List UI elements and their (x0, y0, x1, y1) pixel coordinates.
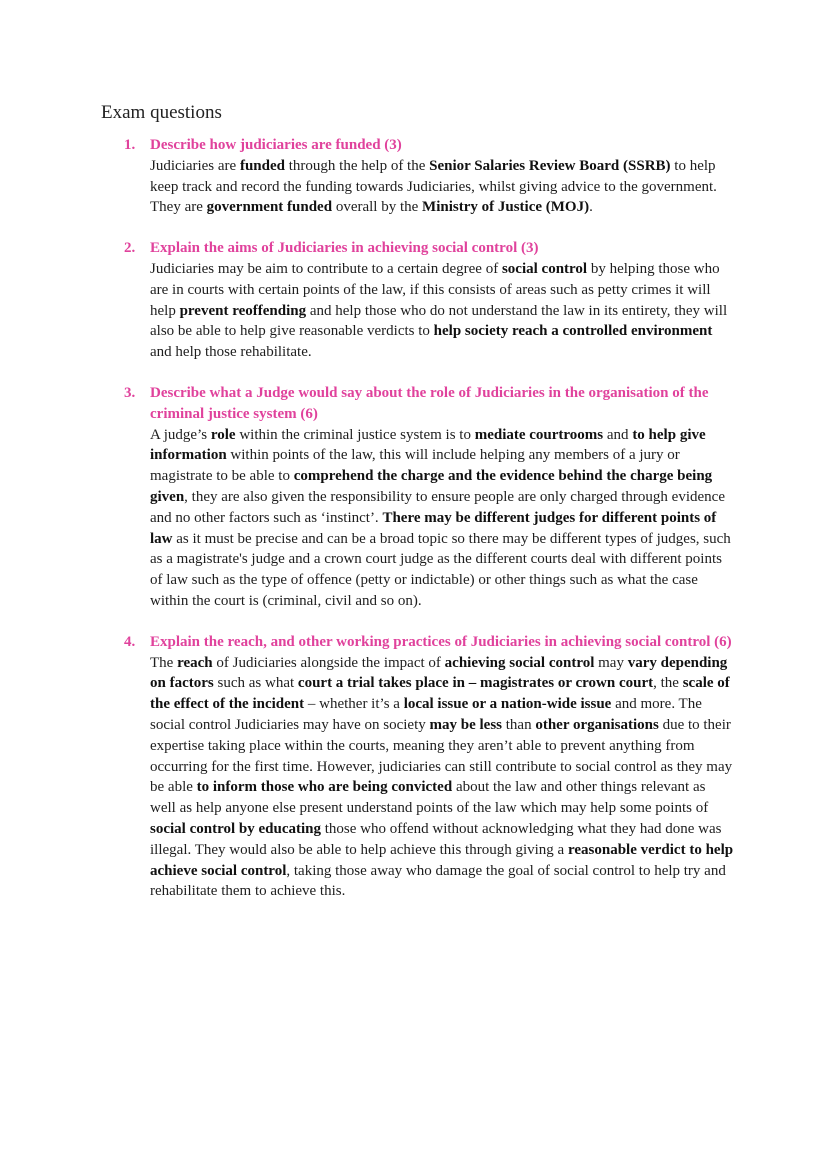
emphasis-text: Ministry of Justice (MOJ) (422, 199, 590, 216)
answer-text: than (502, 716, 536, 733)
emphasis-text: social control (501, 260, 588, 277)
emphasis-text: Senior Salaries Review Board (SSRB) (429, 157, 671, 174)
question-title: Describe how judiciaries are funded (3) (150, 137, 402, 153)
answer-text: – whether it’s a (304, 696, 404, 713)
answer-text: those who offend without acknowledging what they had done was illegal. They would also be able to help achieve this through giving a (150, 820, 722, 858)
answer-text: may (594, 654, 628, 671)
answer-text: Judiciaries may be aim to contribute to a certain degree of (150, 260, 502, 277)
emphasis-text: to inform those who are being convicted (196, 779, 453, 796)
answer-text: through the help of the (285, 157, 430, 174)
emphasis-text: reach (177, 654, 213, 671)
emphasis-text: to help give information (150, 426, 706, 464)
answer-text: about the law and other things relevant as well as help anyone else present understand points of the law which may help some points of (150, 779, 709, 817)
question-title: Explain the reach, and other working practices of Judiciaries in achieving social control (6) (150, 633, 732, 650)
answer-text: as it must be precise and can be a broad topic so there may be different types of judges, such as a magistrate's judge and a crown court judge as the different courts deal with different points of law such as the type of offence (petty or indictable) or other things such as what the case within the court is (criminal, civil and so on). (150, 530, 731, 609)
emphasis-text: mediate courtrooms (474, 426, 604, 443)
emphasis-text: reasonable verdict to help achieve social control (150, 841, 734, 879)
answer-text: , they are also given the responsibility to ensure people are only charged through evidence and no other factors such as ‘instinct’. (150, 488, 725, 526)
emphasis-text: prevent reoffending (179, 302, 307, 319)
answer-text: , taking those away who damage the goal of social control to help try and rehabilitate them to achieve this. (150, 862, 726, 900)
answer-text: due to their expertise taking place within the courts, meaning they aren’t able to prevent anything from occurring for the first time. However, judiciaries can still contribute to social control as they may be able (150, 716, 733, 796)
emphasis-text: vary depending on factors (150, 654, 728, 692)
emphasis-text: achieving social control (444, 654, 595, 671)
emphasis-text: There may be different judges for different points of law (150, 509, 717, 547)
answer-text: and help those rehabilitate. (150, 344, 312, 361)
question-title: Describe what a Judge would say about the role of Judiciaries in the organisation of the criminal justice system (6) (150, 384, 709, 422)
answer-text: A judge’s (150, 426, 211, 443)
question-number: 4. (124, 633, 136, 650)
page-title: Exam questions (101, 102, 222, 123)
answer-text: within points of the law, this will include helping any members of a jury or magistrate to be able to (150, 447, 680, 485)
emphasis-text: other organisations (535, 716, 659, 733)
emphasis-text: role (210, 426, 236, 443)
emphasis-text: local issue or a nation-wide issue (403, 696, 612, 713)
emphasis-text: social control by educating (150, 820, 321, 837)
question-item (124, 632, 734, 902)
question-number: 2. (124, 240, 136, 257)
answer-text: Judiciaries are (150, 157, 240, 174)
answer-text: . (589, 199, 593, 216)
question-answer (150, 425, 734, 612)
answer-text: The (150, 654, 178, 671)
question-item (124, 238, 734, 363)
answer-text: and help those who do not understand the law in its entirety, they will also be able to help give reasonable verdicts to (150, 302, 728, 340)
question-item (124, 135, 734, 218)
answer-text: such as what (213, 675, 298, 692)
answer-text: by helping those who are in courts with certain points of the law, if this consists of areas such as petty crimes it will help (150, 260, 720, 319)
answer-text: overall by the (332, 199, 423, 216)
question-answer (150, 156, 734, 218)
emphasis-text: funded (239, 157, 285, 174)
question-item (124, 383, 734, 612)
answer-text: within the criminal justice system is to (235, 426, 475, 443)
emphasis-text: government funded (206, 199, 333, 216)
answer-text: and more. The social control Judiciaries may have on society (150, 696, 702, 733)
question-list (124, 135, 734, 922)
answer-text: and (603, 426, 633, 443)
question-answer (150, 259, 734, 363)
question-title: Explain the aims of Judiciaries in achieving social control (3) (150, 240, 539, 257)
question-answer (150, 653, 734, 903)
emphasis-text: help society reach a controlled environment (433, 323, 713, 340)
emphasis-text: comprehend the charge and the evidence behind the charge being given (150, 468, 713, 505)
emphasis-text: court a trial takes place in – magistrates or crown court (297, 675, 654, 692)
question-number: 3. (124, 384, 136, 401)
emphasis-text: scale of the effect of the incident (150, 675, 730, 713)
question-number: 1. (124, 137, 136, 153)
answer-text: to help keep track and record the funding towards Judiciaries, whilst giving advice to the government. They are (150, 157, 717, 216)
answer-text: of Judiciaries alongside the impact of (212, 654, 445, 671)
emphasis-text: may be less (429, 716, 502, 733)
answer-text: , the (653, 675, 683, 692)
